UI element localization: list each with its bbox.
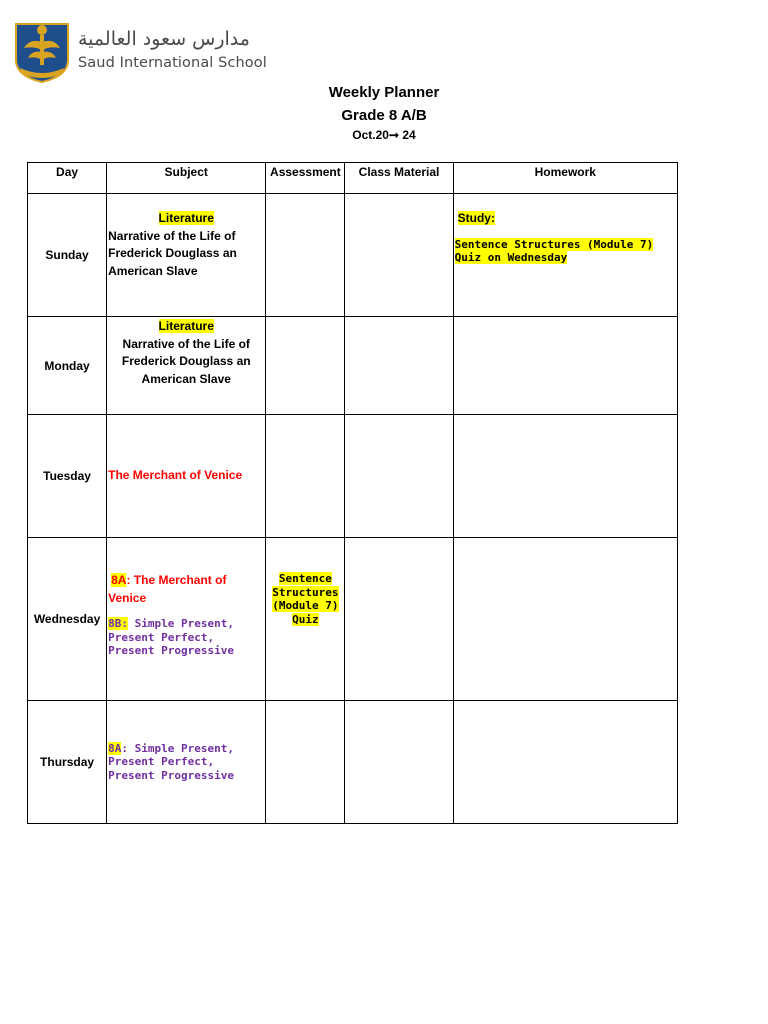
class-material-cell (345, 538, 453, 701)
weekly-planner-table (27, 162, 678, 824)
day-cell: Monday (28, 317, 107, 415)
day-cell: Thursday (28, 701, 107, 824)
subject-text: Narrative of the Life of Frederick Douglass an American Slave (108, 228, 237, 278)
subject-b-text: Simple Present, Present Perfect, Present Progressive (108, 617, 234, 657)
class-material-cell (345, 194, 453, 317)
table-header-row (28, 163, 678, 194)
planner-grade: Grade 8 A/B (341, 107, 427, 124)
subject-tag: Literature (158, 319, 214, 333)
homework-cell (453, 701, 677, 824)
subject-text: : Simple Present, Present Perfect, Present Progressive (108, 741, 234, 782)
class-material-cell (345, 701, 453, 824)
subject-text: Narrative of the Life of Frederick Douglass an American Slave (121, 336, 251, 386)
subject-cell (107, 538, 266, 701)
subject-tag: 8A (108, 741, 122, 755)
day-cell: Wednesday (28, 538, 107, 701)
assessment-line: Sentence (278, 572, 332, 585)
homework-cell (453, 194, 677, 317)
homework-text: Sentence Structures (Module 7) Quiz on Wednesday (454, 237, 654, 264)
table-row (28, 701, 678, 824)
assessment-line: Quiz (292, 612, 319, 626)
column-header-class-material: Class Material (345, 163, 453, 194)
subject-a-text: : The Merchant of Venice (108, 573, 227, 605)
table-row (28, 194, 678, 317)
assessment-line: Structures (272, 585, 339, 599)
subject-text: The Merchant of Venice (108, 468, 243, 483)
homework-cell (453, 538, 677, 701)
planner-title: Weekly Planner (328, 84, 440, 101)
assessment-cell (266, 194, 345, 317)
assessment-cell (266, 317, 345, 415)
subject-cell (107, 701, 266, 824)
assessment-cell (266, 415, 345, 538)
school-name-arabic: مدارس سعود العالمية (78, 28, 250, 50)
subject-cell (107, 415, 266, 538)
assessment-cell (266, 538, 345, 701)
day-cell: Tuesday (28, 415, 107, 538)
subject-b-tag: 8B: (108, 617, 128, 630)
assessment-line: (Module 7) (272, 599, 339, 612)
day-cell: Sunday (28, 194, 107, 317)
column-header-assessment: Assessment (266, 163, 345, 194)
planner-dates: Oct.20➞ 24 (352, 128, 416, 142)
school-logo-icon (12, 20, 72, 84)
column-header-subject: Subject (107, 163, 266, 194)
table-row (28, 317, 678, 415)
table-row (28, 415, 678, 538)
homework-cell (453, 415, 677, 538)
subject-a-tag: 8A (111, 573, 127, 587)
column-header-homework: Homework (453, 163, 677, 194)
class-material-cell (345, 317, 453, 415)
school-name-english: Saud International School (78, 55, 267, 71)
table-row (28, 538, 678, 701)
assessment-cell (266, 701, 345, 824)
column-header-day: Day (28, 163, 107, 194)
subject-tag: Literature (158, 211, 214, 225)
class-material-cell (345, 415, 453, 538)
homework-label: Study: (457, 211, 495, 225)
homework-cell (453, 317, 677, 415)
subject-cell (107, 317, 266, 415)
subject-cell (107, 194, 266, 317)
